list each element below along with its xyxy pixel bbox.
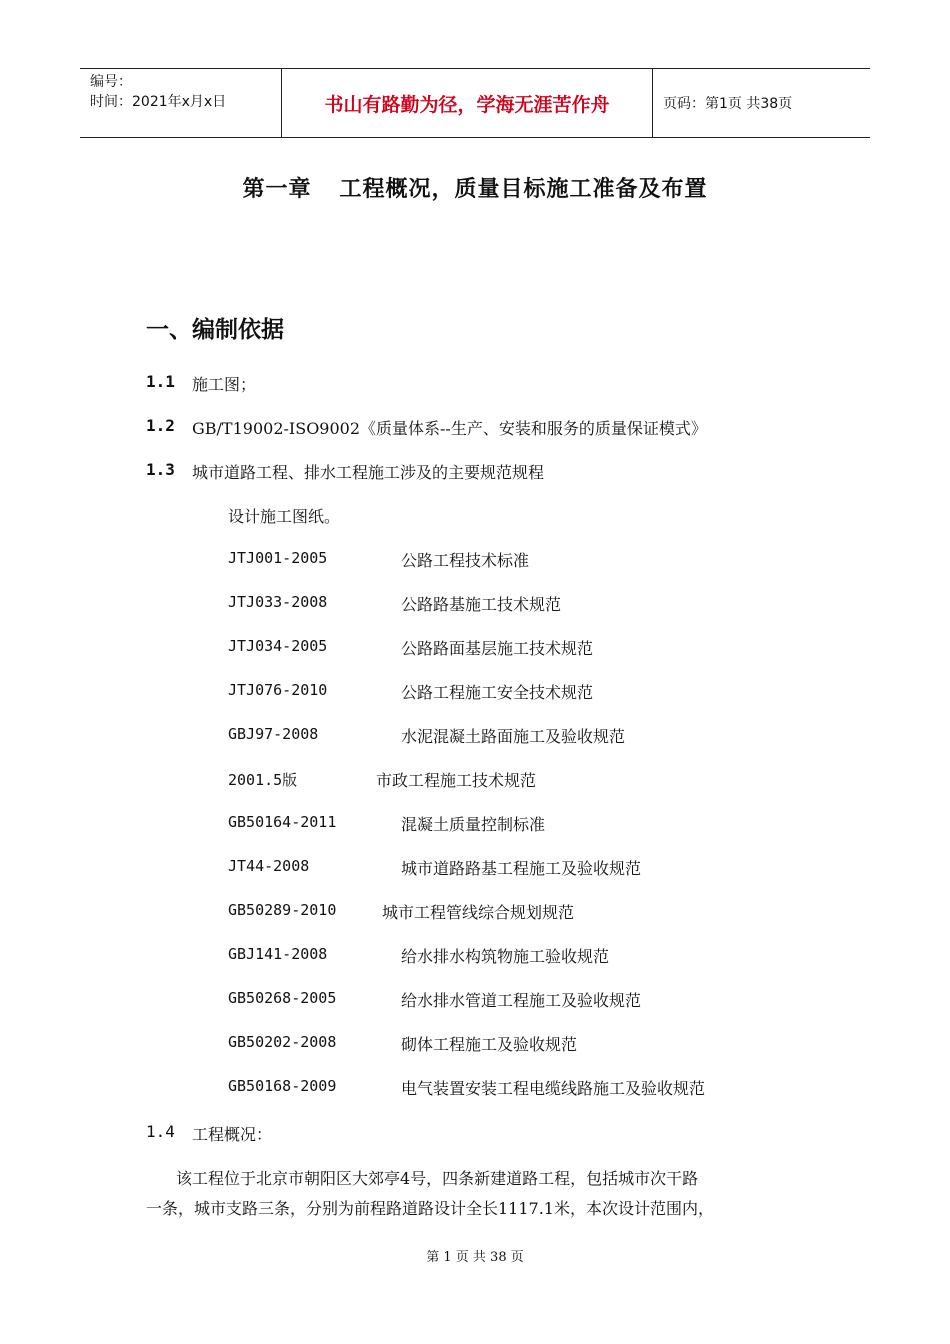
header-page-label: 页码：第1页 共38页 [663,96,793,112]
chapter-title [0,172,950,203]
standard-name: 公路工程技术标准 [401,551,530,570]
standard-name: 水泥混凝土路面施工及验收规范 [401,727,626,746]
standard-code: JTJ034-2005 [228,637,328,655]
item-text: 城市道路工程、排水工程施工涉及的主要规范规程 [192,463,545,482]
chapter-heading: 工程概况，质量目标施工准备及布置 [339,177,708,202]
standard-code: GBJ141-2008 [228,945,328,963]
standard-code: GBJ97-2008 [228,725,319,743]
item-number: 1.1 [146,372,175,391]
standard-code: JTJ001-2005 [228,549,328,567]
chapter-number: 第一章 [242,177,312,202]
overview-paragraph-line: 一条，城市支路三条，分别为前程路道路设计全长1117.1米，本次设计范围内， [146,1199,714,1218]
overview-paragraph-line: 该工程位于北京市朝阳区大郊亭4号，四条新建道路工程，包括城市次干路 [176,1169,699,1188]
standard-code: JTJ033-2008 [228,593,328,611]
standard-name: 混凝土质量控制标准 [401,815,546,834]
standard-code: JTJ076-2010 [228,681,328,699]
standard-name: 给水排水构筑物施工验收规范 [401,947,610,966]
standard-code: GB50168-2009 [228,1077,337,1095]
standard-name: 公路路面基层施工技术规范 [401,639,594,658]
standard-name: 砌体工程施工及验收规范 [401,1035,578,1054]
standard-name: 电气装置安装工程电缆线路施工及验收规范 [401,1079,706,1098]
header-motto: 书山有路勤为径，学海无涯苦作舟 [281,69,653,137]
standard-code: GB50202-2008 [228,1033,337,1051]
page-footer: 第 1 页 共 38 页 [426,1250,524,1265]
overview-title: 工程概况： [192,1125,273,1144]
standard-code: 2001.5版 [228,771,298,789]
standard-name: 市政工程施工技术规范 [376,771,537,790]
standard-code: GB50164-2011 [228,813,337,831]
standard-code: JT44-2008 [228,857,310,875]
header-info-cell [80,69,281,137]
item-number: 1.2 [146,416,175,435]
standard-name: 给水排水管道工程施工及验收规范 [401,991,642,1010]
header-number-label: 编号： [90,74,132,90]
standard-name: 公路路基施工技术规范 [401,595,562,614]
section-title: 一、编制依据 [146,317,284,343]
standard-name: 公路工程施工安全技术规范 [401,683,594,702]
header-time-label: 时间：2021年x月x日 [90,94,227,110]
item-text: 施工图； [192,375,257,394]
standard-name: 城市道路路基工程施工及验收规范 [401,859,642,878]
design-drawings-text: 设计施工图纸。 [228,507,341,526]
item-text: GB/T19002-ISO9002《质量体系--生产、安装和服务的质量保证模式》 [192,419,707,438]
standard-code: GB50268-2005 [228,989,337,1007]
standard-code: GB50289-2010 [228,901,337,919]
standard-name: 城市工程管线综合规划规范 [382,903,575,922]
header-table [80,68,870,138]
overview-number: 1.4 [146,1122,175,1141]
item-number: 1.3 [146,460,175,479]
